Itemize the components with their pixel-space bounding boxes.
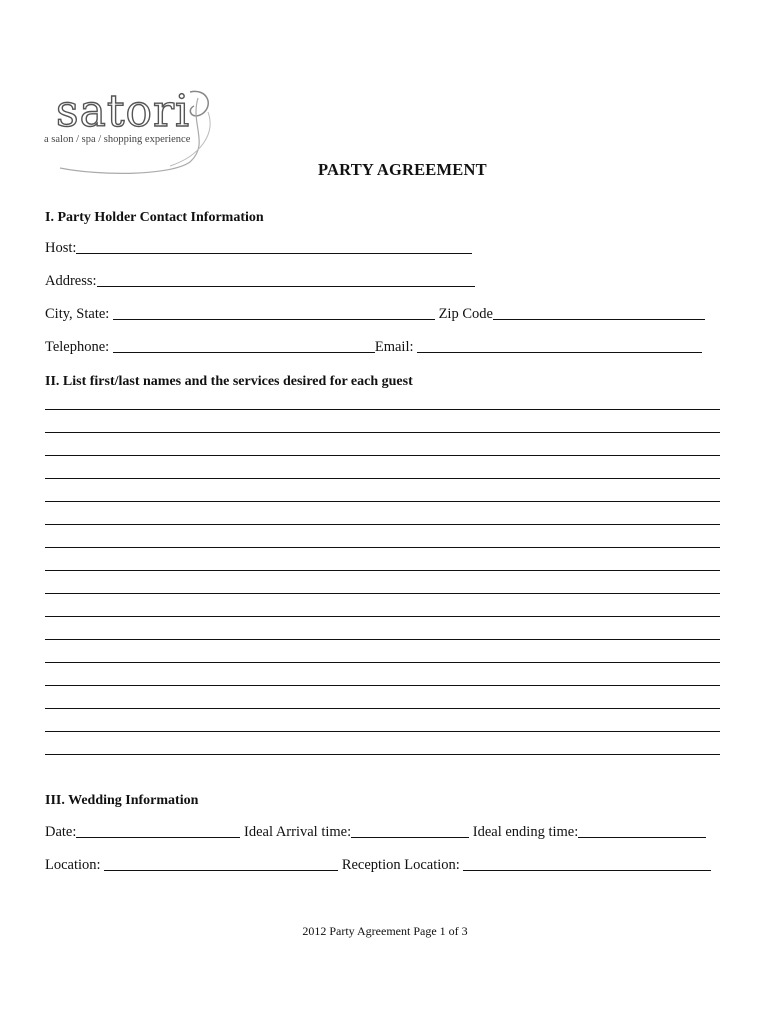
section-1-heading: I. Party Holder Contact Information xyxy=(45,210,264,225)
telephone-label: Telephone: xyxy=(45,339,113,355)
guest-entry-line[interactable] xyxy=(45,524,720,525)
location-blank[interactable] xyxy=(104,869,338,871)
section-3-heading: III. Wedding Information xyxy=(45,793,199,808)
city-state-label: City, State: xyxy=(45,306,113,322)
address-blank[interactable] xyxy=(97,285,475,287)
guest-entry-line[interactable] xyxy=(45,754,720,755)
page-footer: 2012 Party Agreement Page 1 of 3 xyxy=(302,924,468,938)
telephone-blank[interactable] xyxy=(113,351,375,353)
guest-entry-line[interactable] xyxy=(45,455,720,456)
guest-entry-line[interactable] xyxy=(45,570,720,571)
city-state-zip-row xyxy=(45,306,705,323)
guest-entry-line[interactable] xyxy=(45,409,720,410)
ending-time-blank[interactable] xyxy=(578,836,706,838)
arrival-time-label: Ideal Arrival time: xyxy=(240,824,352,840)
guest-entry-line[interactable] xyxy=(45,593,720,594)
reception-location-label: Reception Location: xyxy=(338,857,464,873)
host-blank[interactable] xyxy=(76,252,472,254)
date-blank[interactable] xyxy=(76,836,240,838)
guest-entry-line[interactable] xyxy=(45,501,720,502)
logo-tagline: a salon / spa / shopping experience xyxy=(44,134,191,145)
guest-entry-line[interactable] xyxy=(45,685,720,686)
date-time-row xyxy=(45,824,706,841)
satori-logo xyxy=(40,84,216,178)
arrival-time-blank[interactable] xyxy=(351,836,469,838)
zip-blank[interactable] xyxy=(493,318,705,320)
guest-entry-line[interactable] xyxy=(45,547,720,548)
section-2-heading: II. List first/last names and the services desired for each guest xyxy=(45,374,413,389)
guest-entry-line[interactable] xyxy=(45,639,720,640)
guest-entry-line[interactable] xyxy=(45,731,720,732)
email-blank[interactable] xyxy=(417,351,702,353)
guest-entry-line[interactable] xyxy=(45,708,720,709)
guest-entry-line[interactable] xyxy=(45,432,720,433)
logo-wordmark: satori xyxy=(56,86,191,137)
page-title: PARTY AGREEMENT xyxy=(318,160,487,179)
guest-entry-line[interactable] xyxy=(45,616,720,617)
host-field[interactable] xyxy=(45,240,472,257)
telephone-email-row xyxy=(45,339,702,356)
ending-time-label: Ideal ending time: xyxy=(469,824,579,840)
address-field[interactable] xyxy=(45,273,475,290)
guest-entry-line[interactable] xyxy=(45,662,720,663)
city-state-blank[interactable] xyxy=(113,318,435,320)
zip-label: Zip Code xyxy=(434,306,493,322)
email-label: Email: xyxy=(374,339,418,355)
host-label: Host: xyxy=(45,240,77,256)
address-label: Address: xyxy=(45,273,97,289)
date-label: Date: xyxy=(45,824,77,840)
location-row xyxy=(45,857,711,874)
reception-location-blank[interactable] xyxy=(463,869,711,871)
location-label: Location: xyxy=(45,857,105,873)
guest-entry-line[interactable] xyxy=(45,478,720,479)
